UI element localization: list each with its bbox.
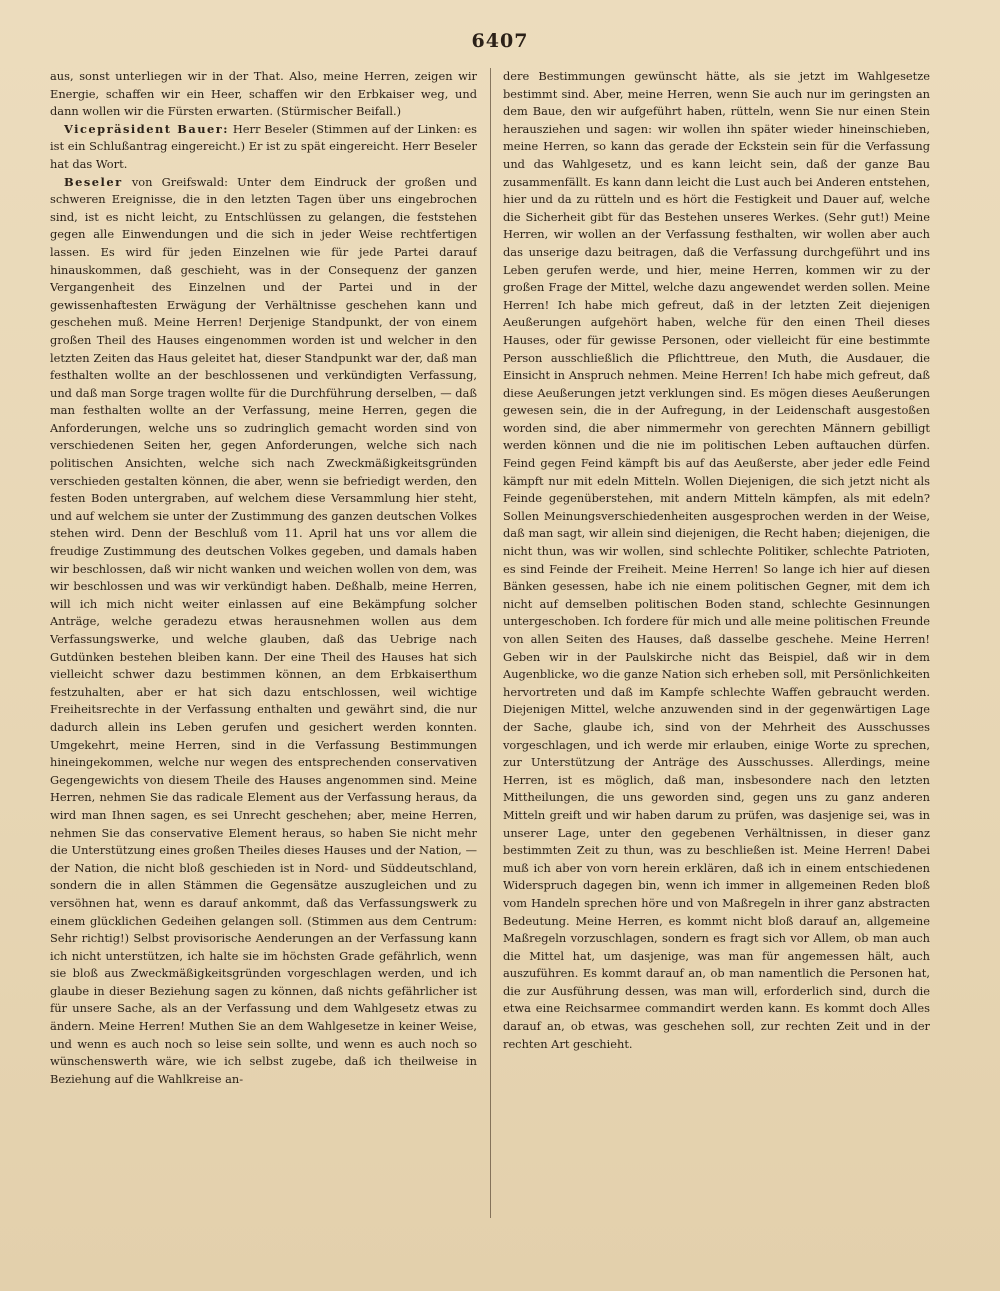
speaker-name: Beseler [64,174,123,189]
right-column [503,68,930,1216]
text-columns [50,68,930,1218]
paragraph-closing-remarks: aus, sonst unterliegen wir in der That. Also, meine Herren, zeigen wir Energie, schaffen wir ein Heer, schaffen wir den Erbkaiser weg, und dann wollen wir die Fürsten erwarten. (Stürmischer Beifall.) [50,69,477,119]
paragraph-beseler-speech [50,174,477,1089]
left-column [50,68,477,1216]
column-divider [490,68,491,1218]
page-number: 6407 [471,30,529,52]
paragraph-vice-president [50,121,477,174]
paragraph-text: Herr Beseler (Stimmen auf der Linken: es ist ein Schlußantrag eingereicht.) Er ist zu spät eingereicht. Herr Beseler hat das Wort. [50,121,477,171]
speaker-name: Vicepräsident Bauer: [64,121,229,136]
paragraph-text: von Greifswald: Unter dem Eindruck der großen und schweren Ereignisse, die in den letzten Tagen über uns eingebrochen sind, ist es nicht leicht, zu Entschlüssen zu gelangen, die feststehen gegen alle Einwendungen und die sich in jeder Weise rechtfertigen lassen. Es wird für jeden Einzelnen wie für jede Partei darauf hinauskommen, daß geschieht, was in der Consequenz der ganzen Vergangenheit des Einzelnen und der Partei und in der gewissenhaftesten Erwägung der Verhältnisse geschehen kann und geschehen muß. Meine Herren! Derjenige Standpunkt, der von einem großen Theil des Hauses eingenommen worden ist und welcher in den letzten Zeiten das Haus geleitet hat, dieser Standpunkt war der, daß man festhalten wollte an der beschlossenen und verkündigten Verfassung, und daß man Sorge tragen wollte für die Durchführung derselben, — daß man festhalten wollte an der Verfassung, meine Herren, gegen die Anforderungen, welche uns so zudringlich gemacht worden sind von verschiedenen Seiten her, gegen Anforderungen, welche sich nach politischen Ansichten, welche sich nach Zweckmäßigkeitsgründen verschieden gestalten können, die aber, wenn sie befriedigt werden, den festen Boden untergraben, auf welchem diese Versammlung hier steht, und auf welchem sie unter der Zustimmung des ganzen deutschen Volkes stehen wird. Denn der Beschluß vom 11. April hat uns vor allem die freudige Zustimmung des deutschen Volkes gegeben, und damals haben wir beschlossen, daß wir nicht wanken und weichen wollen von dem, was wir beschlossen und was wir verkündigt haben. Deßhalb, meine Herren, will ich mich nicht weiter einlassen auf eine Bekämpfung solcher Anträge, welche geradezu etwas herausnehmen wollen aus dem Verfassungswerke, und welche glauben, daß das Uebrige nach Gutdünken bestehen bleiben kann. Der eine Theil des Hauses hat sich vielleicht schwer dazu bestimmen können, an dem Erbkaiserthum festzuhalten, aber er hat sich dazu entschlossen, weil wichtige Freiheitsrechte in der Verfassung enthalten und gewährt sind, die nur dadurch allein ins Leben gerufen und gesichert werden konnten. Umgekehrt, meine Herren, sind in die Verfassung Bestimmungen hineingekommen, welche nur wegen des entsprechenden conservativen Gegengewichts von diesem Theile des Hauses angenommen sind. Meine Herren, nehmen Sie das radicale Element aus der Verfassung heraus, da wird man Ihnen sagen, es sei Unrecht geschehen; aber, meine Herren, nehmen Sie das conservative Element heraus, so haben Sie nicht mehr die Unterstützung eines großen Theiles dieses Hauses und der Nation, — der Nation, die nicht bloß geschieden ist in Nord- und Süddeutschland, sondern die in allen Stämmen die Gegensätze auszugleichen und zu versöhnen hat, wenn es darauf ankommt, daß das Verfassungswerk zu einem glücklichen Gedeihen gelangen soll. (Stimmen aus dem Centrum: Sehr richtig!) Selbst provisorische Aenderungen an der Verfassung kann ich nicht unterstützen, ich halte sie im höchsten Grade gefährlich, wenn sie bloß aus Zweckmäßigkeitsgründen vorgeschlagen werden, und ich glaube in dieser Beziehung sagen zu können, daß nichts gefährlicher ist für unsere Sache, als an der Verfassung und dem Wahlgesetz etwas zu ändern. Meine Herren! Muthen Sie an dem Wahlgesetze in keiner Weise, und wenn es auch noch so leise sein sollte, und wenn es auch noch so wünschenswerth wäre, wie ich selbst zugebe, daß ich theilweise in Beziehung auf die Wahlkreise an- [50,174,477,1086]
paragraph-speech-continued: dere Bestimmungen gewünscht hätte, als sie jetzt im Wahlgesetze bestimmt sind. Aber, meine Herren, wenn Sie auch nur im geringsten an dem Baue, den wir aufgeführt haben, rütteln, wenn Sie nur einen Stein herausziehen und sagen: wir wollen ihn später wieder hineinschieben, meine Herren, so kann das gerade der Eckstein sein für die Verfassung und das Wahlgesetz, und es kann leicht sein, daß der ganze Bau zusammenfällt. Es kann dann leicht die Lust auch bei Anderen entstehen, hier und da zu rütteln und es hört die Festigkeit und Dauer auf, welche die Sicherheit gibt für das Bestehen unseres Werkes. (Sehr gut!) Meine Herren, wir wollen an der Verfassung festhalten, wir wollen aber auch das unserige dazu beitragen, daß die Verfassung durchgeführt und ins Leben gerufen werde, und hier, meine Herren, kommen wir zu der großen Frage der Mittel, welche dazu angewendet werden sollen. Meine Herren! Ich habe mich gefreut, daß in der letzten Zeit diejenigen Aeußerungen aufgehört haben, welche für den einen Theil dieses Hauses, oder für gewisse Personen, oder vielleicht für eine bestimmte Person ausschließlich die Pflichttreue, den Muth, die Ausdauer, die Einsicht in Anspruch nehmen. Meine Herren! Ich habe mich gefreut, daß diese Aeußerungen jetzt verklungen sind. Es mögen dieses Aeußerungen gewesen sein, die in der Aufregung, in der Leidenschaft ausgestoßen worden sind, die aber nimmermehr von gerechten Männern gebilligt werden können und die nie im politischen Leben auftauchen dürfen. Feind gegen Feind kämpft bis auf das Aeußerste, aber jeder edle Feind kämpft nur mit edeln Mitteln. Wollen Diejenigen, die sich jetzt nicht als Feinde gegenüberstehen, mit andern Mitteln kämpfen, als mit edeln? Sollen Meinungsverschiedenheiten ausgesprochen werden in der Weise, daß man sagt, wir allein sind diejenigen, die Recht haben; diejenigen, die nicht thun, was wir wollen, sind schlechte Politiker, schlechte Patrioten, es sind Feinde der Freiheit. Meine Herren! So lange ich hier auf diesen Bänken gesessen, habe ich nie einem politischen Gegner, mit dem ich nicht auf demselben politischen Boden stand, schlechte Gesinnungen untergeschoben. Ich fordere für mich und alle meine politischen Freunde von allen Seiten des Hauses, daß dasselbe geschehe. Meine Herren! Geben wir in der Paulskirche nicht das Beispiel, daß wir in dem Augenblicke, wo die ganze Nation sich erheben soll, mit Persönlichkeiten hervortreten und daß im Kampfe schlechte Waffen gebraucht werden. Diejenigen Mittel, welche anzuwenden sind in der gegenwärtigen Lage der Sache, glaube ich, sind von der Mehrheit des Ausschusses vorgeschlagen, und ich werde mir erlauben, einige Worte zu sprechen, zur Unterstützung der Anträge des Ausschusses. Allerdings, meine Herren, ist es möglich, daß man, insbesondere nach den letzten Mittheilungen, die uns geworden sind, gegen uns zu ganz anderen Mitteln greift und wir haben darum zu prüfen, was dasjenige sei, was in unserer Lage, unter den gegebenen Verhältnissen, in dieser ganz bestimmten Zeit zu thun, was zu beschließen ist. Meine Herren! Dabei muß ich aber von vorn herein erklären, daß ich in einem entschiedenen Widerspruch dagegen bin, wenn ich immer in allgemeinen Reden bloß vom Handeln sprechen höre und von Maßregeln in ihrer ganz abstracten Bedeutung. Meine Herren, es kommt nicht bloß darauf an, allgemeine Maßregeln vorzuschlagen, sondern es fragt sich vor Allem, ob man auch die Mittel hat, um dasjenige, was man für angemessen hält, auch auszuführen. Es kommt darauf an, ob man namentlich die Personen hat, die zur Ausführung dessen, was man will, erforderlich sind, durch die etwa eine Reichsarmee commandirt werden kann. Es kommt doch Alles darauf an, ob etwas, was geschehen soll, zur rechten Zeit und in der rechten Art geschieht. [503,69,930,1051]
